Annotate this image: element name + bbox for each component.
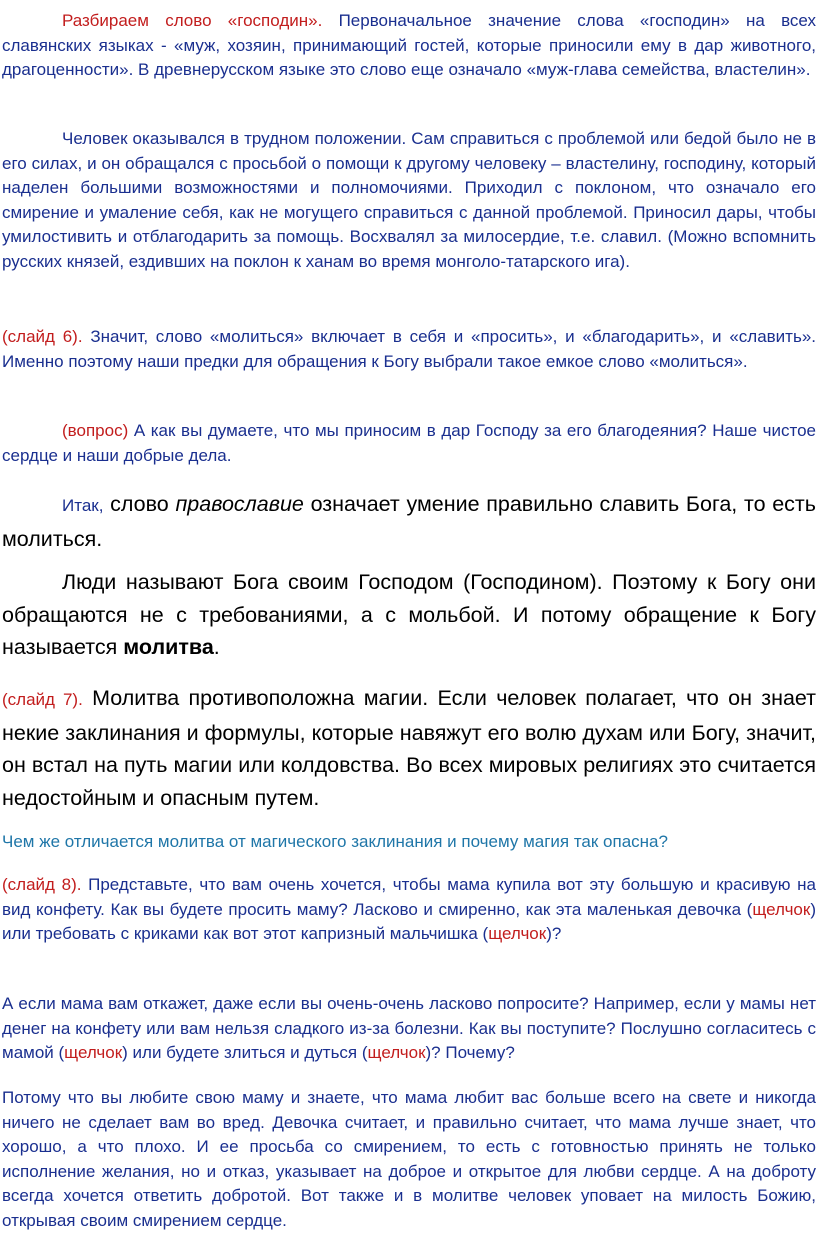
paragraph-text: Люди называют Бога своим Господом (Господином). Поэтому к Богу они обращаются не с требованиями, а с мольбой. И потому обращение к Богу называется xyxy=(2,570,816,659)
paragraph-difficult-situation xyxy=(2,127,816,275)
paragraph-lead: Итак, xyxy=(62,496,104,515)
slide-tag: (слайд 6). xyxy=(2,327,83,346)
paragraph-text: А если мама вам откажет, даже если вы очень-очень ласково попросите? Например, если у мамы нет денег на конфету или вам нельзя сладкого из-за болезни. Как вы поступите? Послушно согласитесь с мамой ( xyxy=(2,994,816,1063)
paragraph-text: Потому что вы любите свою маму и знаете, что мама любит вас больше всего на свете и никогда ничего не сделает вам во вред. Девочка считает, и правильно считает, что мама лучше знает, что хорошо, а что плохо. И ее просьба со смирением, то есть с готовностью принять не только исполнение желания, но и отказ, указывает на доброе и открытое для любви сердце. А на доброту всегда хочется ответить добротой. Вот также и в молитве человек уповает на милость Божию, открывая своим смирением сердце. xyxy=(2,1088,816,1230)
paragraph-slide-7 xyxy=(2,682,816,814)
click-marker: щелчок xyxy=(367,1043,426,1063)
paragraph-text: Чем же отличается молитва от магического заклинания и почему магия так опасна? xyxy=(2,832,668,851)
question-tag: (вопрос) xyxy=(62,421,129,440)
paragraph-question xyxy=(2,419,816,468)
paragraph-end: . xyxy=(213,635,220,659)
paragraph-text: Первоначальное значение слова «господин» на всех славянских языках - «муж, хозяин, принимающий гостей, которые приносили ему в дар животного, драгоценности». В древнерусском языке это слово еще означало «муж-глава семейства, властелин». xyxy=(2,11,816,80)
paragraph-text: Молитва противоположна магии. Если человек полагает, что он знает некие заклинания и формулы, которые навяжут его волю духам или Богу, значит, он встал на путь магии или колдовства. Во всех мировых религиях это считается недостойным и опасным путем. xyxy=(2,686,816,810)
paragraph-text: Значит, слово «молиться» включает в себя и «просить», и «благодарить», и «славить». Именно поэтому наши предки для обращения к Богу выбрали такое емкое слово «молиться». xyxy=(2,327,816,371)
paragraph-text: Представьте, что вам очень хочется, чтобы мама купила вот эту большую и красивую на вид конфету. Как вы будете просить маму? Ласково и смиренно, как эта маленькая девочка ( xyxy=(2,875,816,919)
click-marker: щелчок xyxy=(64,1043,123,1063)
paragraph-text: )? xyxy=(546,924,562,944)
paragraph-text: слово xyxy=(103,492,176,516)
paragraph-text: )? Почему? xyxy=(425,1043,515,1063)
paragraph-orthodoxy xyxy=(2,488,816,555)
paragraph-gospodin xyxy=(2,9,816,83)
italic-term: православие xyxy=(175,492,304,516)
paragraph-slide-6 xyxy=(2,325,816,374)
paragraph-text: Человек оказывался в трудном положении. Сам справиться с проблемой или бедой было не в его силах, и он обращался с просьбой о помощи к другому человеку – властелину, господину, который наделен большими возможностями и полномочиями. Приходил с поклоном, что означало его смирение и умаление себя, как не могущего справиться с данной проблемой. Приносил дары, чтобы умилостивить и отблагодарить за помощь. Восхвалял за милосердие, т.е. славил. (Можно вспомнить русских князей, ездивших на поклон к ханам во время монголо-татарского ига). xyxy=(2,129,816,271)
slide-tag: (слайд 8). xyxy=(2,875,82,894)
paragraph-love xyxy=(2,1086,816,1234)
paragraph-slide-8 xyxy=(2,873,816,947)
paragraph-text: ) или будете злиться и дуться ( xyxy=(122,1043,368,1063)
bold-term: молитва xyxy=(123,635,214,659)
paragraph-lord xyxy=(2,566,816,664)
paragraph-lead: Разбираем слово «господин». xyxy=(62,11,323,30)
click-marker: щелчок xyxy=(488,924,547,944)
paragraph-text: А как вы думаете, что мы приносим в дар Господу за его благодеяния? Наше чистое сердце и наши добрые дела. xyxy=(2,421,816,465)
paragraph-magic-question xyxy=(2,830,816,855)
paragraph-refusal xyxy=(2,992,816,1066)
paragraph-text-continued: означает умение правильно славить Бога, то есть молиться. xyxy=(2,492,816,551)
click-marker: щелчок xyxy=(752,899,811,919)
slide-tag: (слайд 7). xyxy=(2,690,83,709)
paragraph-text: ) или требовать с криками как вот этот капризный мальчишка ( xyxy=(2,899,816,944)
